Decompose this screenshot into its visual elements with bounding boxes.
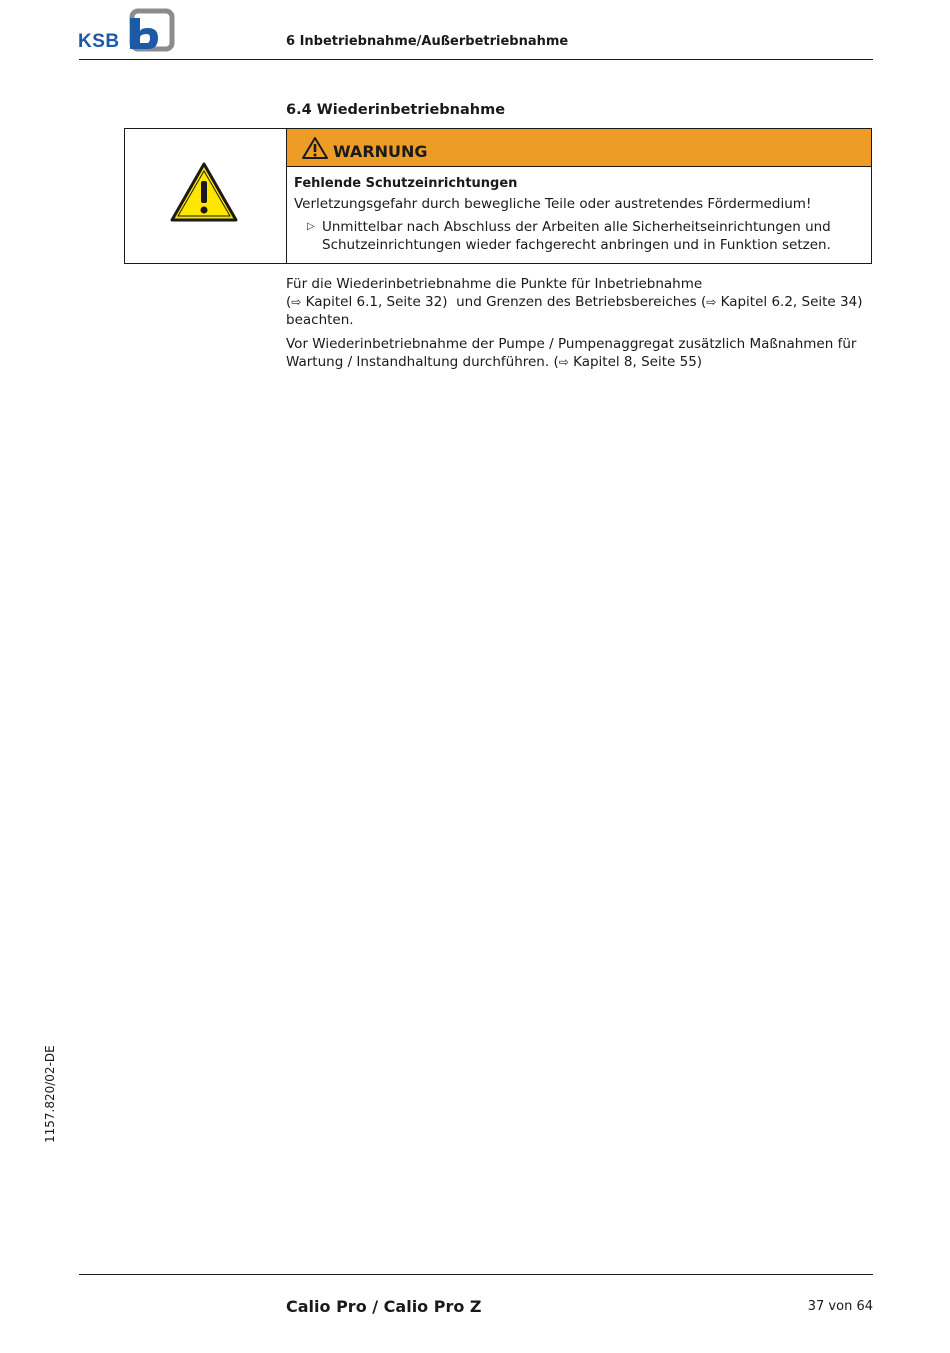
warning-action xyxy=(294,218,865,254)
warning-signal-word: WARNUNG xyxy=(333,142,428,161)
warning-danger-text: Verletzungsgefahr durch bewegliche Teile oder austretendes Fördermedium! xyxy=(294,196,812,212)
xref-link-chapter-6-2[interactable]: Kapitel 6.2, Seite 34 xyxy=(720,294,858,310)
para1-text-a: Für die Wiederinbetriebnahme die Punkte für Inbetriebnahme xyxy=(286,276,703,292)
warning-body xyxy=(294,176,865,254)
footer-product-name: Calio Pro / Calio Pro Z xyxy=(286,1297,482,1316)
para1-text-b: und Grenzen des Betriebsbereiches xyxy=(456,294,697,310)
ksb-logo xyxy=(78,8,178,54)
warning-small-icon xyxy=(301,136,329,160)
xref-arrow-icon: ⇨ xyxy=(291,295,302,309)
warning-header xyxy=(287,129,871,167)
para1-text-c: beachten. xyxy=(286,312,354,328)
paragraph-maintenance: Vor Wiederinbetriebnahme der Pumpe / Pumpenaggregat zusätzlich Maßnahmen für Wartung / Instandhaltung durchführen. (⇨ Kapitel 8, Seite 55) xyxy=(286,336,857,370)
warning-triangle-icon xyxy=(169,161,239,223)
xref-link-chapter-6-1[interactable]: Kapitel 6.1, Seite 32 xyxy=(305,294,443,310)
warning-box xyxy=(124,128,872,264)
header-rule xyxy=(79,59,873,60)
footer-rule xyxy=(79,1274,873,1275)
paragraph-recommissioning: Für die Wiederinbetriebnahme die Punkte für Inbetriebnahme (⇨ Kapitel 6.1, Seite 32) und Grenzen des Betriebsbereiches (⇨ Kapitel 6.2, Seite 34) beachten. xyxy=(286,276,863,328)
footer-page-number: 37 von 64 xyxy=(807,1299,873,1314)
logo-mark-icon xyxy=(126,8,176,52)
section-title: 6.4 Wiederinbetriebnahme xyxy=(286,102,506,118)
action-bullet-icon: ▷ xyxy=(307,221,315,232)
xref-arrow-icon: ⇨ xyxy=(558,355,569,369)
warning-subtitle: Fehlende Schutzeinrichtungen xyxy=(294,176,518,191)
warning-symbol-cell xyxy=(125,129,287,263)
header-chapter-title: 6 Inbetriebnahme/Außerbetriebnahme xyxy=(286,34,569,49)
warning-action-text: Unmittelbar nach Abschluss der Arbeiten alle Sicherheitseinrichtungen und Schutzeinrichtungen wieder fachgerecht anbringen und in Funktion setzen. xyxy=(322,219,831,253)
para2-text: Vor Wiederinbetriebnahme der Pumpe / Pumpenaggregat zusätzlich Maßnahmen für Wartung / Instandhaltung durchführen. xyxy=(286,336,857,370)
logo-text: KSB xyxy=(78,31,120,52)
document-number: 1157.820/02-DE xyxy=(43,1045,57,1143)
xref-link-chapter-8[interactable]: Kapitel 8, Seite 55 xyxy=(573,354,697,370)
xref-arrow-icon: ⇨ xyxy=(706,295,717,309)
